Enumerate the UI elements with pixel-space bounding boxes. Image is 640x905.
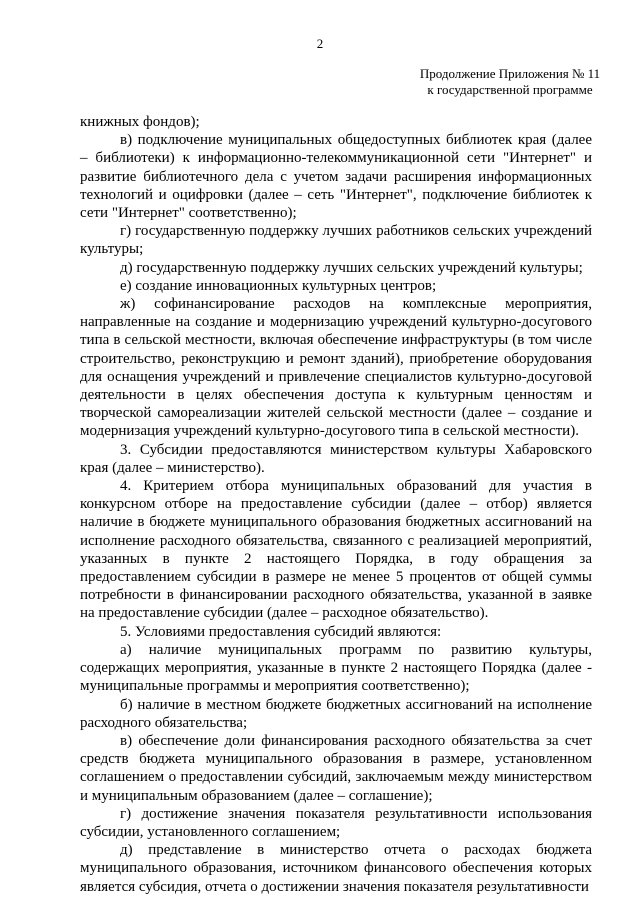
- paragraph-item-v: в) подключение муниципальных общедоступных библиотек края (далее – библиотеки) к информационно-телекоммуникационной сети "Интернет" и развитие библиотечного дела с учетом задачи расширения информационных технологий и оцифровки (далее – сеть "Интернет", подключение библиотек к сети "Интернет" соответственно);: [80, 132, 592, 222]
- paragraph-condition-b: б) наличие в местном бюджете бюджетных ассигнований на исполнение расходного обязательства;: [80, 696, 592, 731]
- paragraph-clause-3: 3. Субсидии предоставляются министерством культуры Хабаровского края (далее – министерство).: [80, 441, 592, 476]
- paragraph-item-zh: ж) софинансирование расходов на комплексные мероприятия, направленные на создание и модернизацию учреждений культурно-досугового типа в сельской местности, включая обеспечение инфраструктуры (в том числе строительство, реконструкцию и ремонт зданий), приобретение оборудования для оснащения учреждений и привлечение специалистов культурно-досуговой деятельности в целях обеспечения доступа к культурным ценностям и творческой самореализации жителей сельской местности (далее – создание и модернизация учреждений культурно-досугового типа в сельской местности).: [80, 296, 592, 440]
- paragraph-item-g: г) государственную поддержку лучших работников сельских учреждений культуры;: [80, 223, 592, 258]
- document-body: [80, 113, 592, 896]
- appendix-line-2: к государственной программе: [427, 82, 593, 97]
- paragraph-item-e: е) создание инновационных культурных центров;: [120, 277, 437, 294]
- paragraph-item-d: д) государственную поддержку лучших сельских учреждений культуры;: [120, 259, 583, 276]
- paragraph-condition-g: г) достижение значения показателя результативности использования субсидии, установленного соглашением;: [80, 805, 592, 840]
- appendix-header: [410, 66, 610, 98]
- paragraph-condition-a: а) наличие муниципальных программ по развитию культуры, содержащих мероприятия, указанные в пункте 2 настоящего Порядка (далее - муниципальные программы и мероприятия соответственно);: [80, 641, 592, 695]
- paragraph-clause-5: 5. Условиями предоставления субсидий являются:: [120, 623, 442, 640]
- paragraph-clause-4: 4. Критерием отбора муниципальных образований для участия в конкурсном отборе на предоставление субсидии (далее – отбор) является наличие в бюджете муниципального образования бюджетных ассигнований на исполнение расходного обязательства, связанного с реализацией мероприятий, указанных в пункте 2 настоящего Порядка, в году обращения за предоставлением субсидии в размере не менее 5 процентов от общей суммы потребности в финансировании расходного обязательства, указанной в заявке на предоставление субсидии (далее – расходное обязательство).: [80, 478, 592, 622]
- page-number: 2: [316, 36, 324, 51]
- paragraph-condition-v: в) обеспечение доли финансирования расходного обязательства за счет средств бюджета муниципального образования в размере, установленном соглашением о предоставлении субсидий, заключаемым между министерством и муниципальным образованием (далее – соглашение);: [80, 732, 592, 804]
- appendix-line-1: Продолжение Приложения № 11: [419, 66, 601, 81]
- paragraph-condition-d: д) представление в министерство отчета о расходах бюджета муниципального образования, источником финансового обеспечения которых является субсидия, отчета о достижении значения показателя результативности: [80, 842, 592, 895]
- paragraph-continuation: книжных фондов);: [80, 114, 200, 130]
